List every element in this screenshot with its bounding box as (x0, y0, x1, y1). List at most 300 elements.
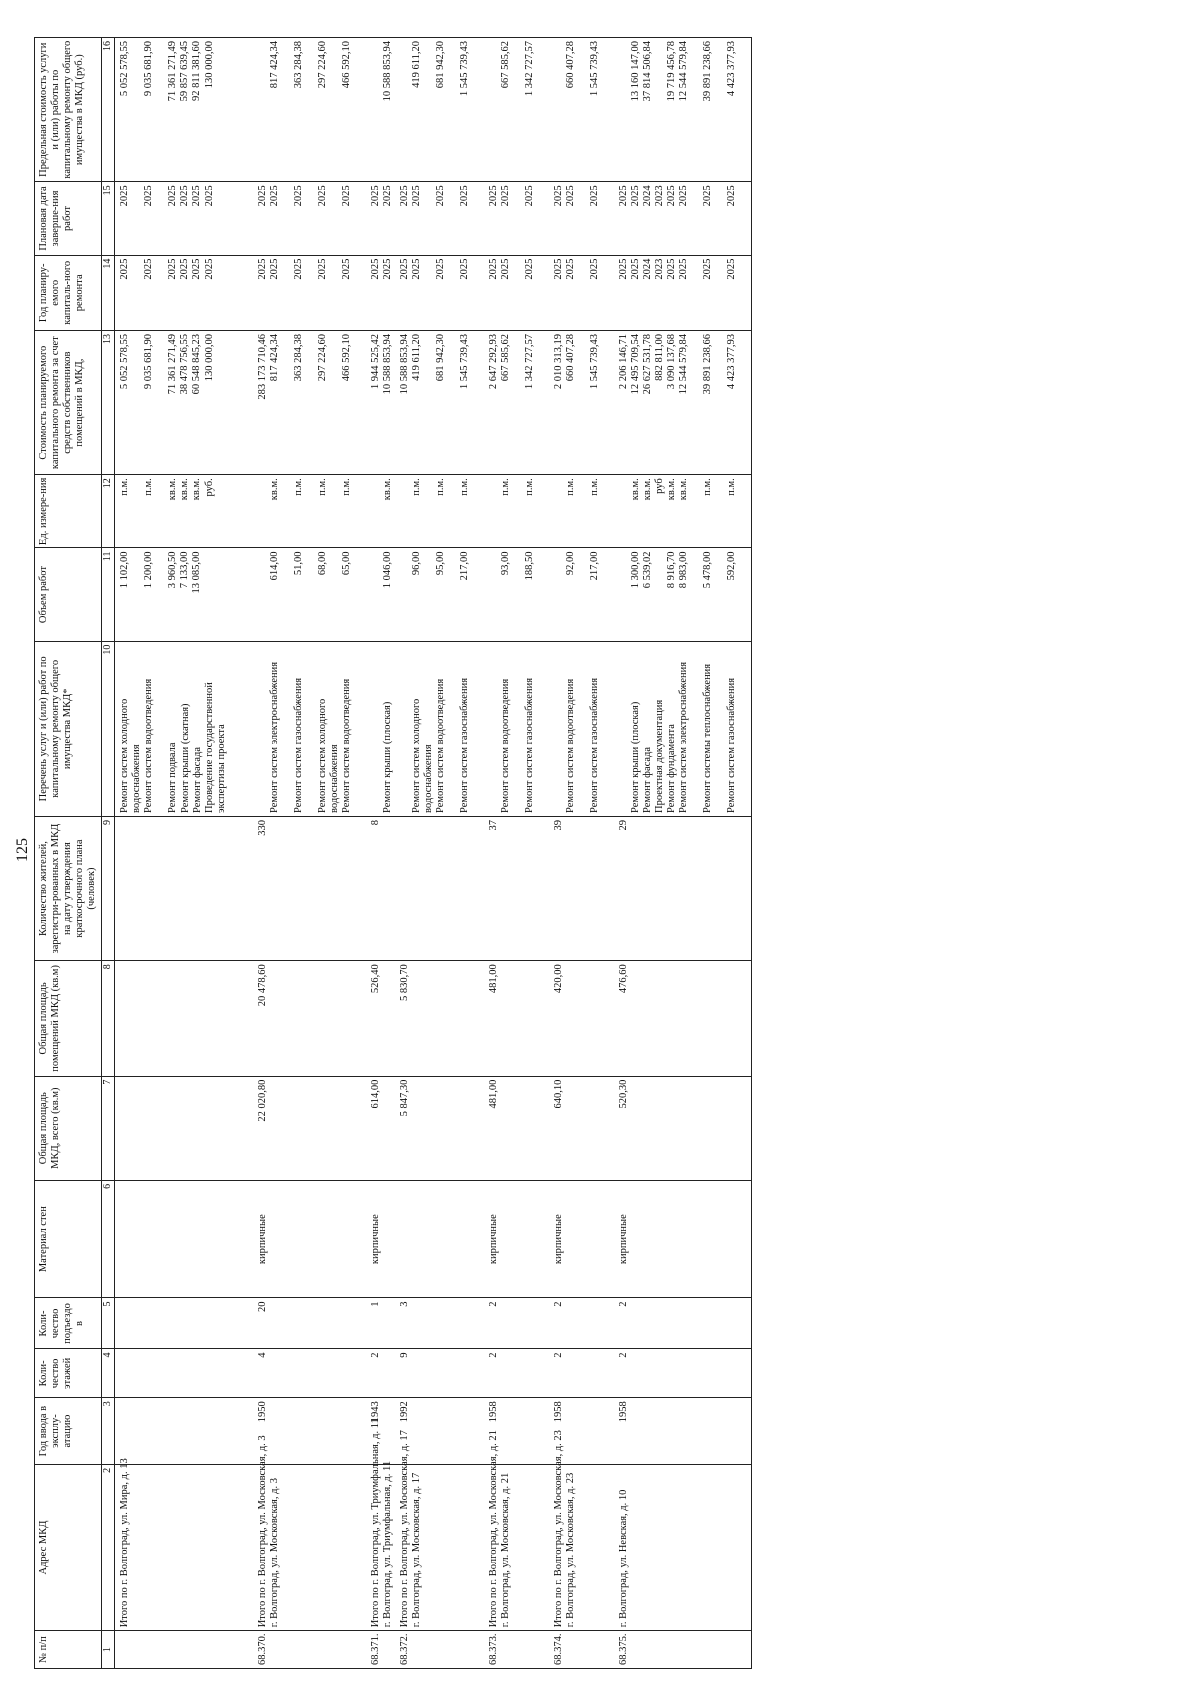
cell-work-volume (549, 548, 614, 641)
work-unit (257, 478, 269, 544)
cell-year: 1958 (484, 1398, 549, 1465)
column-number: 16 (102, 38, 115, 182)
work-end: 2025 (268, 185, 280, 207)
work-end: 2025 (191, 185, 203, 207)
cell-work-unit (253, 475, 366, 548)
address-text: г. Волгоград, ул. Московская, д. 21 (500, 1472, 512, 1628)
work-unit: руб (654, 478, 666, 494)
rotated-page (14, 25, 1188, 1675)
address-text: г. Волгоград, ул. Невская, д. 10 (618, 1489, 630, 1628)
cell-floors: 4 (253, 1349, 366, 1398)
work-cost: 130 000,00 (203, 334, 215, 382)
work-end: 2025 (630, 185, 642, 207)
cell-entrances: 20 (253, 1298, 366, 1349)
work-volume: 5 478,00 (702, 551, 714, 589)
page-number: 125 (14, 838, 31, 862)
column-header: Плановая дата заверше-ния работ (35, 182, 102, 255)
column-header: Коли-чество подъездо в (35, 1298, 102, 1349)
cell-area-premises: 481,00 (484, 961, 549, 1076)
work-cost: 4 423 377,93 (726, 334, 738, 390)
work-year: 2025 (369, 258, 381, 280)
work-name: Ремонт фундамента (666, 724, 678, 813)
cell-work-unit (395, 475, 484, 548)
work-volume (370, 551, 382, 637)
work-cost: 1 342 727,57 (524, 334, 536, 390)
work-cost: 2 206 146,71 (618, 334, 630, 390)
work-end: 2025 (618, 185, 630, 207)
work-year: 2025 (678, 258, 690, 280)
column-header: Предельная стоимость услуги и (или) работы по капитальному ремонту общего имущества в МКД (руб.) (35, 38, 102, 182)
work-end: 2025 (398, 185, 410, 207)
cell-work-unit (549, 475, 614, 548)
column-number: 10 (102, 641, 115, 816)
work-end: 2025 (340, 185, 352, 207)
work-year: 2023 (654, 258, 666, 280)
work-volume: 65,00 (340, 551, 352, 576)
work-unit: п.м. (292, 478, 304, 496)
column-number: 14 (102, 255, 115, 330)
work-max-cost: 19 719 456,78 (666, 41, 678, 102)
cell-material (395, 1180, 484, 1298)
cell-area-premises (115, 961, 253, 1076)
work-cost: 10 588 853,94 (381, 334, 393, 395)
cell-entrances: 3 (395, 1298, 484, 1349)
work-end: 2025 (666, 185, 678, 207)
cell-work-max-cost (614, 38, 752, 182)
work-unit: кв.м. (191, 478, 203, 501)
cell-work-volume (484, 548, 549, 641)
work-year: 2025 (256, 258, 268, 280)
work-cost: 882 811,00 (654, 334, 666, 381)
work-unit: п.м. (524, 478, 535, 496)
work-max-cost: 817 424,34 (268, 41, 280, 89)
row-number: 68.375. (614, 1631, 752, 1669)
work-year: 2025 (203, 258, 215, 280)
cell-work-volume (395, 548, 484, 641)
work-unit: п.м. (589, 478, 601, 496)
column-header: Стоимость планируемого капитального ремонта за счет средств собственников помещений в МКД, (35, 331, 102, 475)
work-max-cost: 1 545 739,43 (589, 41, 601, 97)
work-end: 2023 (654, 185, 666, 207)
work-volume: 614,00 (268, 551, 280, 581)
work-unit: п.м. (410, 478, 422, 496)
work-volume: 217,00 (589, 551, 601, 581)
work-name: Ремонт систем электроснабжения (268, 661, 280, 813)
cell-work-unit (484, 475, 549, 548)
cell-work-name (366, 641, 395, 816)
work-name: Ремонт подвала (167, 742, 179, 813)
row-number: 68.371. (366, 1631, 395, 1669)
work-year: 2025 (500, 258, 512, 280)
work-max-cost: 130 000,00 (203, 41, 215, 89)
work-end: 2025 (143, 185, 155, 207)
work-name: Ремонт крыши (плоская) (381, 701, 393, 813)
work-volume: 68,00 (316, 551, 328, 576)
work-name: Ремонт систем водоотведения (435, 678, 446, 813)
work-cost: 1 545 739,43 (458, 334, 470, 390)
cell-area-total (115, 1076, 253, 1180)
work-volume: 188,50 (524, 551, 535, 581)
cell-work-volume (366, 548, 395, 641)
work-unit: кв.м. (642, 478, 654, 501)
work-volume: 8 916,70 (666, 551, 678, 589)
cell-entrances: 2 (484, 1298, 549, 1349)
cell-area-premises: 476,60 (614, 961, 752, 1076)
work-unit (618, 478, 630, 544)
cell-area-premises: 20 478,60 (253, 961, 366, 1076)
column-header: Коли-чество этажей (35, 1349, 102, 1398)
column-header: Объем работ (35, 548, 102, 641)
total-label: Итого по г. Волгоград, ул. Московская, д. 3 (256, 1435, 268, 1628)
work-max-cost: 59 857 639,45 (179, 41, 191, 102)
work-max-cost: 297 224,60 (316, 41, 328, 89)
cell-work-name (484, 641, 549, 816)
work-cost: 283 173 710,46 (256, 334, 268, 400)
work-year: 2025 (618, 258, 630, 280)
work-end: 2025 (179, 185, 191, 207)
work-name: Ремонт систем водоотведения (565, 678, 577, 813)
header-row (35, 38, 102, 1669)
work-unit: кв.м. (179, 478, 191, 501)
work-volume (204, 551, 252, 637)
cell-work-max-cost (366, 38, 395, 182)
work-end: 2025 (524, 185, 536, 207)
work-end: 2025 (381, 185, 393, 207)
total-label: Итого по г. Волгоград, ул. Триумфальная, д. 11 (369, 1418, 381, 1628)
work-name: Ремонт систем газоснабжения (292, 677, 304, 813)
column-number: 3 (102, 1398, 115, 1465)
work-name: Ремонт систем газоснабжения (726, 677, 738, 813)
cell-work-name (395, 641, 484, 816)
cell-entrances (115, 1298, 253, 1349)
cell-material (115, 1180, 253, 1298)
work-max-cost: 12 544 579,84 (678, 41, 690, 102)
work-unit: п.м. (434, 478, 446, 496)
cell-work-year (614, 255, 752, 330)
work-year: 2025 (316, 258, 328, 280)
work-cost: 419 611,20 (410, 334, 422, 381)
work-year: 2025 (191, 258, 203, 280)
table-row (115, 38, 253, 1669)
work-cost: 5 052 578,55 (119, 334, 131, 390)
work-year: 2025 (167, 258, 179, 280)
work-cost: 2 647 292,93 (488, 334, 499, 390)
work-year: 2025 (666, 258, 678, 280)
work-end: 2025 (702, 185, 714, 207)
cell-work-unit (115, 475, 253, 548)
row-number: 68.372. (395, 1631, 484, 1669)
cell-area-premises: 420,00 (549, 961, 614, 1076)
work-max-cost: 681 942,30 (434, 41, 446, 89)
column-number: 5 (102, 1298, 115, 1349)
work-max-cost: 660 407,28 (565, 41, 577, 89)
work-unit: руб. (203, 478, 215, 497)
work-name: Ремонт фасада (642, 746, 654, 813)
work-year: 2025 (458, 258, 470, 280)
work-unit (553, 478, 565, 544)
work-year: 2025 (398, 258, 410, 280)
cell-work-unit (366, 475, 395, 548)
cell-entrances: 2 (549, 1298, 614, 1349)
address-text: г. Волгоград, ул. Триумфальная, д. 11 (381, 1460, 393, 1628)
column-number: 8 (102, 961, 115, 1076)
work-year: 2025 (702, 258, 714, 280)
work-cost: 681 942,30 (434, 334, 446, 382)
column-header: № п/п (35, 1631, 102, 1669)
cell-floors: 2 (484, 1349, 549, 1398)
cell-work-end (115, 182, 253, 255)
cell-material: кирпичные (366, 1180, 395, 1298)
table-row (614, 38, 752, 1669)
address-cell (549, 1430, 614, 1630)
work-max-cost: 419 611,20 (410, 41, 422, 88)
work-end: 2025 (500, 185, 512, 207)
work-max-cost (618, 41, 630, 178)
work-volume: 13 085,00 (191, 551, 203, 594)
work-max-cost: 71 361 271,49 (167, 41, 179, 102)
work-volume: 93,00 (500, 551, 511, 576)
cell-work-end (395, 182, 484, 255)
cell-floors (115, 1349, 253, 1398)
work-end: 2025 (678, 185, 690, 207)
address-cell (366, 1418, 395, 1630)
work-cost: 660 407,28 (565, 334, 577, 382)
work-volume (257, 551, 269, 637)
cell-residents (115, 816, 253, 960)
cell-year (115, 1398, 253, 1465)
work-max-cost: 39 891 238,66 (702, 41, 714, 102)
column-header: Материал стен (35, 1180, 102, 1298)
cell-residents: 8 (366, 816, 395, 960)
work-volume: 92,00 (565, 551, 577, 576)
work-unit: кв.м. (630, 478, 642, 501)
work-max-cost: 466 592,10 (340, 41, 352, 89)
cell-work-max-cost (395, 38, 484, 182)
cell-floors: 9 (395, 1349, 484, 1398)
work-name: Ремонт фасада (191, 746, 203, 813)
work-name: Ремонт системы теплоснабжения (702, 663, 714, 813)
work-volume (399, 551, 411, 637)
work-volume (654, 551, 666, 637)
work-max-cost: 37 814 506,84 (642, 41, 654, 102)
work-end: 2024 (642, 185, 654, 207)
work-max-cost: 1 545 739,43 (458, 41, 470, 97)
work-max-cost: 13 160 147,00 (630, 41, 642, 102)
cell-work-year (253, 255, 366, 330)
work-name: Ремонт систем водоотведения (143, 678, 155, 813)
column-header: Перечень услуг и (или) работ по капитальному ремонту общего имущества МКД* (35, 641, 102, 816)
work-volume: 1 300,00 (630, 551, 642, 589)
cell-residents: 29 (614, 816, 752, 960)
work-volume (488, 551, 500, 637)
work-year: 2025 (488, 258, 499, 280)
work-cost: 10 588 853,94 (398, 334, 410, 395)
column-number: 13 (102, 331, 115, 475)
cell-work-max-cost (115, 38, 253, 182)
column-header: Год планиру-емого капиталь-ного ремонта (35, 255, 102, 330)
table-row (395, 38, 484, 1669)
work-year: 2025 (340, 258, 352, 280)
cell-work-name (549, 641, 614, 816)
work-cost: 12 495 709,54 (630, 334, 642, 395)
work-end: 2025 (292, 185, 304, 207)
work-end: 2025 (167, 185, 179, 207)
work-cost: 12 544 579,84 (678, 334, 690, 395)
work-max-cost: 363 284,38 (292, 41, 304, 89)
work-unit: п.м. (143, 478, 155, 496)
work-end: 2025 (434, 185, 446, 207)
work-volume (618, 551, 630, 637)
row-number (115, 1631, 253, 1669)
work-name: Ремонт систем холодного водоснабжения (410, 698, 434, 813)
work-cost: 71 361 271,49 (167, 334, 179, 395)
work-unit: кв.м. (381, 478, 393, 501)
cell-work-cost (484, 331, 549, 475)
work-cost: 60 548 845,23 (191, 334, 203, 395)
work-unit: п.м. (316, 478, 328, 496)
work-end: 2025 (553, 185, 565, 207)
cell-work-max-cost (549, 38, 614, 182)
column-number: 4 (102, 1349, 115, 1398)
work-cost: 363 284,38 (292, 334, 304, 382)
work-name (399, 645, 411, 813)
cell-floors: 2 (549, 1349, 614, 1398)
cell-residents: 330 (253, 816, 366, 960)
address-text: г. Волгоград, ул. Московская, д. 17 (410, 1472, 422, 1628)
cell-work-year (366, 255, 395, 330)
work-end: 2025 (203, 185, 215, 207)
address-cell (395, 1430, 484, 1630)
work-volume (553, 551, 565, 637)
work-name: Ремонт систем газоснабжения (589, 677, 601, 813)
table-row (253, 38, 366, 1669)
work-end: 2025 (410, 185, 422, 207)
work-volume: 95,00 (434, 551, 446, 576)
cell-work-unit (614, 475, 752, 548)
work-year: 2025 (434, 258, 446, 280)
work-cost: 1 944 525,42 (369, 334, 381, 390)
work-unit (370, 478, 382, 544)
work-max-cost: 667 585,62 (500, 41, 511, 89)
work-year: 2025 (524, 258, 536, 280)
total-label: Итого по г. Волгоград, ул. Московская, д. 21 (488, 1430, 499, 1628)
work-max-cost: 4 423 377,93 (726, 41, 738, 97)
column-header: Ед. измере-ния (35, 475, 102, 548)
row-number: 68.370. (253, 1631, 366, 1669)
work-year: 2025 (268, 258, 280, 280)
column-number: 7 (102, 1076, 115, 1180)
cell-work-year (115, 255, 253, 330)
work-unit (399, 478, 411, 544)
work-volume: 1 200,00 (143, 551, 155, 589)
row-number: 68.373. (484, 1631, 549, 1669)
cell-work-cost (253, 331, 366, 475)
work-cost: 1 545 739,43 (589, 334, 601, 390)
column-number-row (102, 38, 115, 1669)
address-cell (614, 1464, 752, 1630)
work-name (488, 645, 500, 813)
cell-work-end (614, 182, 752, 255)
column-number: 2 (102, 1464, 115, 1630)
work-year: 2025 (565, 258, 577, 280)
column-header: Адрес МКД (35, 1464, 102, 1630)
repair-plan-table (34, 37, 752, 1669)
work-end: 2025 (565, 185, 577, 207)
work-unit: п.м. (340, 478, 352, 496)
work-max-cost (257, 41, 269, 178)
cell-work-volume (614, 548, 752, 641)
cell-work-end (366, 182, 395, 255)
cell-work-end (253, 182, 366, 255)
work-volume: 96,00 (410, 551, 422, 576)
work-year: 2025 (726, 258, 738, 280)
column-number: 11 (102, 548, 115, 641)
work-max-cost (399, 41, 411, 178)
work-name: Проектная документация (654, 699, 666, 813)
work-cost: 297 224,60 (316, 334, 328, 382)
work-name: Ремонт систем газоснабжения (459, 677, 470, 813)
work-volume: 217,00 (458, 551, 470, 581)
work-year: 2025 (381, 258, 393, 280)
work-name (553, 645, 565, 813)
column-header: Год ввода в эксплу-атацию (35, 1398, 102, 1465)
cell-work-cost (614, 331, 752, 475)
work-unit: кв.м. (268, 478, 280, 501)
work-unit: п.м. (726, 478, 738, 496)
cell-area-total: 22 020,80 (253, 1076, 366, 1180)
work-max-cost (370, 41, 382, 178)
work-unit (488, 478, 500, 544)
cell-material: кирпичные (549, 1180, 614, 1298)
work-year: 2024 (642, 258, 654, 280)
work-max-cost (553, 41, 565, 178)
work-cost: 26 627 531,78 (642, 334, 654, 395)
column-header: Количество жителей, зарегистри-рованных в МКД на дату утверждения краткосрочного плана (человек) (35, 816, 102, 960)
work-unit: п.м. (565, 478, 577, 496)
row-number: 68.374. (549, 1631, 614, 1669)
total-label: Итого по г. Волгоград, ул. Московская, д. 23 (553, 1430, 565, 1628)
cell-year: 1958 (549, 1398, 614, 1465)
work-unit: кв.м. (167, 478, 179, 501)
column-header: Общая площадь помещений МКД (кв.м) (35, 961, 102, 1076)
work-unit: кв.м. (678, 478, 690, 501)
cell-area-total: 520,30 (614, 1076, 752, 1180)
cell-material: кирпичные (253, 1180, 366, 1298)
total-label: Итого по г. Волгоград, ул. Мира, д. 13 (119, 1458, 131, 1628)
cell-area-total: 5 847,30 (395, 1076, 484, 1180)
work-end: 2025 (369, 185, 381, 207)
cell-material: кирпичные (614, 1180, 752, 1298)
work-cost: 466 592,10 (340, 334, 352, 382)
work-max-cost: 10 588 853,94 (381, 41, 393, 102)
work-name: Ремонт крыши (скатная) (179, 703, 191, 813)
work-cost: 3 090 137,68 (666, 334, 678, 390)
cell-area-total: 614,00 (366, 1076, 395, 1180)
work-name (370, 645, 382, 813)
work-unit: п.м. (702, 478, 714, 496)
work-name: Ремонт систем холодного водоснабжения (119, 698, 143, 813)
work-cost: 39 891 238,66 (702, 334, 714, 395)
cell-work-end (484, 182, 549, 255)
cell-area-total: 481,00 (484, 1076, 549, 1180)
cell-entrances: 1 (366, 1298, 395, 1349)
cell-work-name (115, 641, 253, 816)
work-name: Ремонт систем холодного водоснабжения (316, 698, 340, 813)
work-max-cost (488, 41, 500, 178)
cell-work-year (395, 255, 484, 330)
cell-area-premises: 5 830,70 (395, 961, 484, 1076)
cell-area-total: 640,10 (549, 1076, 614, 1180)
